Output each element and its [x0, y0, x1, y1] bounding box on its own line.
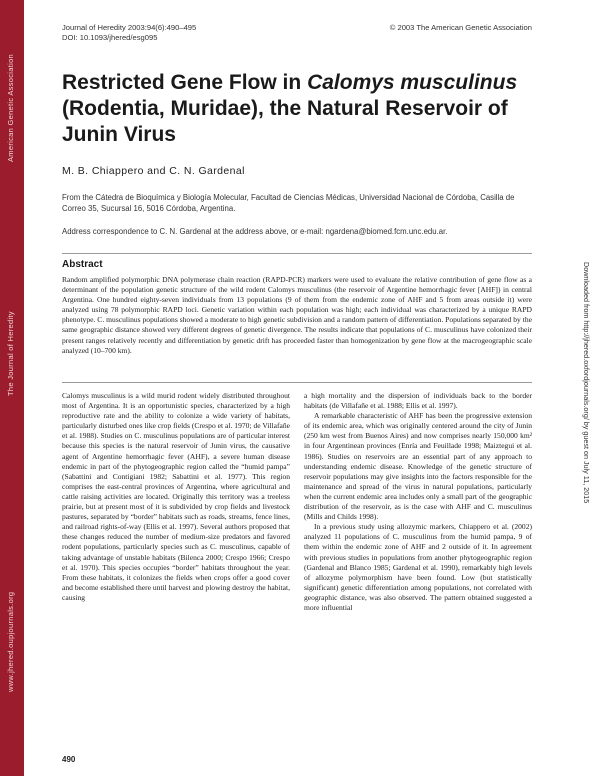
side-banner-text: The Journal of Heredity [6, 311, 15, 396]
copyright-notice: © 2003 The American Genetic Association [389, 23, 532, 32]
divider [62, 253, 532, 254]
abstract-heading: Abstract [62, 259, 103, 270]
paper-title: Restricted Gene Flow in Calomys musculinus (Rodentia, Muridae), the Natural Reservoir of Junin Virus [62, 71, 518, 146]
body-paragraph: A remarkable characteristic of AHF has been the progressive extension of its endemic area, which was originally centered around the city of Junin (250 km west from Buenos Aires) and now comprises nearly 150,000 km² in four Argentinean provinces (Enría and Feuillade 1998; Maiztegui et al. 1986). Studies on reservoirs are an essential part of any approach to understanding endemic disease. Knowledge of the genetic structure of reservoir populations may give insights into the factors responsible for the maintenance and spread of the virus in natural populations, particularly when the current endemic area includes only a small part of the geographic distribution of the reservoir, as is the case with AHF and C. musculinus (Mills and Childs 1998). [304, 411, 532, 522]
authors: M. B. Chiappero and C. N. Gardenal [62, 165, 245, 177]
body-paragraph: In a previous study using allozymic markers, Chiappero et al. (2002) analyzed 11 populations of C. musculinus from the humid pampa, 9 of them within the endemic zone of AHF and 2 outside of it. In agreement with previous studies in populations from another phytogeographic region (Gardenal and Blanco 1985; Gardenal et al. 1990), remarkably high levels of allozyme polymorphism have been found. Low (but statistically significant) genetic differentiation among populations, not correlated with geographic distance, was also observed. The pattern obtained suggested a more influential [304, 522, 532, 612]
affiliation: From the Cátedra de Bioquímica y Biología Molecular, Facultad de Ciencias Médicas, Universidad Nacional de Córdoba, Casilla de Correo 35, Sucursal 16, 5016 Córdoba, Argentina. [62, 193, 515, 213]
divider [62, 382, 532, 383]
abstract-text: Random amplified polymorphic DNA polymerase chain reaction (RAPD-PCR) markers were used to evaluate the relative contribution of gene flow as a determinant of the population genetic structure of the wild rodent Calomys musculinus (the reservoir of Argentine hemorrhagic fever [AHF]) in central Argentina. One hundred eighty-seven individuals from 13 populations (9 of them from the endemic zone of AHF and 5 from areas outside it) were analyzed using 78 polymorphic RAPD loci. Genetic variation within each population was high; each individual was characterized by a unique RAPD phenotype. C. musculinus populations showed a moderate to high genetic subdivision and a random pattern of differentiation. Populations separated by the same geographic distance showed very different degrees of genetic divergence. The results indicate that populations of C. musculinus have colonized their present ranges relatively recently and differentiation by genetic drift has proceeded faster than homogenization by gene flow at the macrogeographic scale analyzed (10–700 km). [62, 275, 532, 355]
body-paragraph: a high mortality and the dispersion of individuals back to the border habitats (de Villafañe et al. 1988; Ellis et al. 1997). [304, 391, 532, 411]
body-paragraph: Calomys musculinus is a wild murid rodent widely distributed throughout most of Argentina. It is an opportunistic species, characterized by a high reproductive rate and the ability to colonize a wide variety of habitats, particularly disturbed ones like crop fields (Crespo et al. 1970; de Villafañe et al. 1988). Studies on C. musculinus populations are of particular interest because this species is the natural reservoir of Junin virus, the causative agent of Argentine hemorrhagic fever (AHF), a severe human disease endemic in part of the phytogeographic region called the “humid pampa” (Sabattini and Contigiani 1982; Sabattini et al. 1977). This region comprises the east-central provinces of Argentina, where agricultural and cattle raising activities are located. Originally this territory was a treeless prairie, but at present most of it is subdivided by crop fields and livestock pastures, separated by “border” habitats such as roads, streams, fence lines, and railroad rights-of-way (Ellis et al. 1997). Several authors proposed that these changes reduced the number of medium-size predators and favored rodent populations, particularly species such as C. musculinus, capable of taking advantage of unstable habitats (Bilenca 2000; Crespo 1966; Crespo et al. 1970). This species occupies “border” habitats throughout the year. From these habitats, it colonizes the fields when crops offer a good cover and become established there until harvest and plowing destroy the habitat, causing [62, 391, 290, 602]
journal-side-banner [0, 0, 24, 776]
download-note: Downloaded from http://jhered.oxfordjournals.org/ by guest on July 11, 2015 [582, 262, 591, 504]
journal-citation: Journal of Heredity 2003:94(6):490–495 [62, 23, 197, 32]
doi: DOI: 10.1093/jhered/esg095 [62, 33, 158, 42]
body-column-right [304, 391, 532, 613]
side-banner-text: www.jhered.oupjournals.org [6, 591, 15, 692]
species-name: Calomys musculinus [307, 71, 518, 94]
correspondence-address: Address correspondence to C. N. Gardenal at the address above, or e-mail: ngardena@biomed.fcm.unc.edu.ar. [62, 227, 448, 236]
side-banner-text: American Genetic Association [6, 53, 15, 162]
download-watermark [582, 262, 594, 622]
page-number: 490 [62, 755, 76, 764]
body-column-left [62, 391, 290, 603]
